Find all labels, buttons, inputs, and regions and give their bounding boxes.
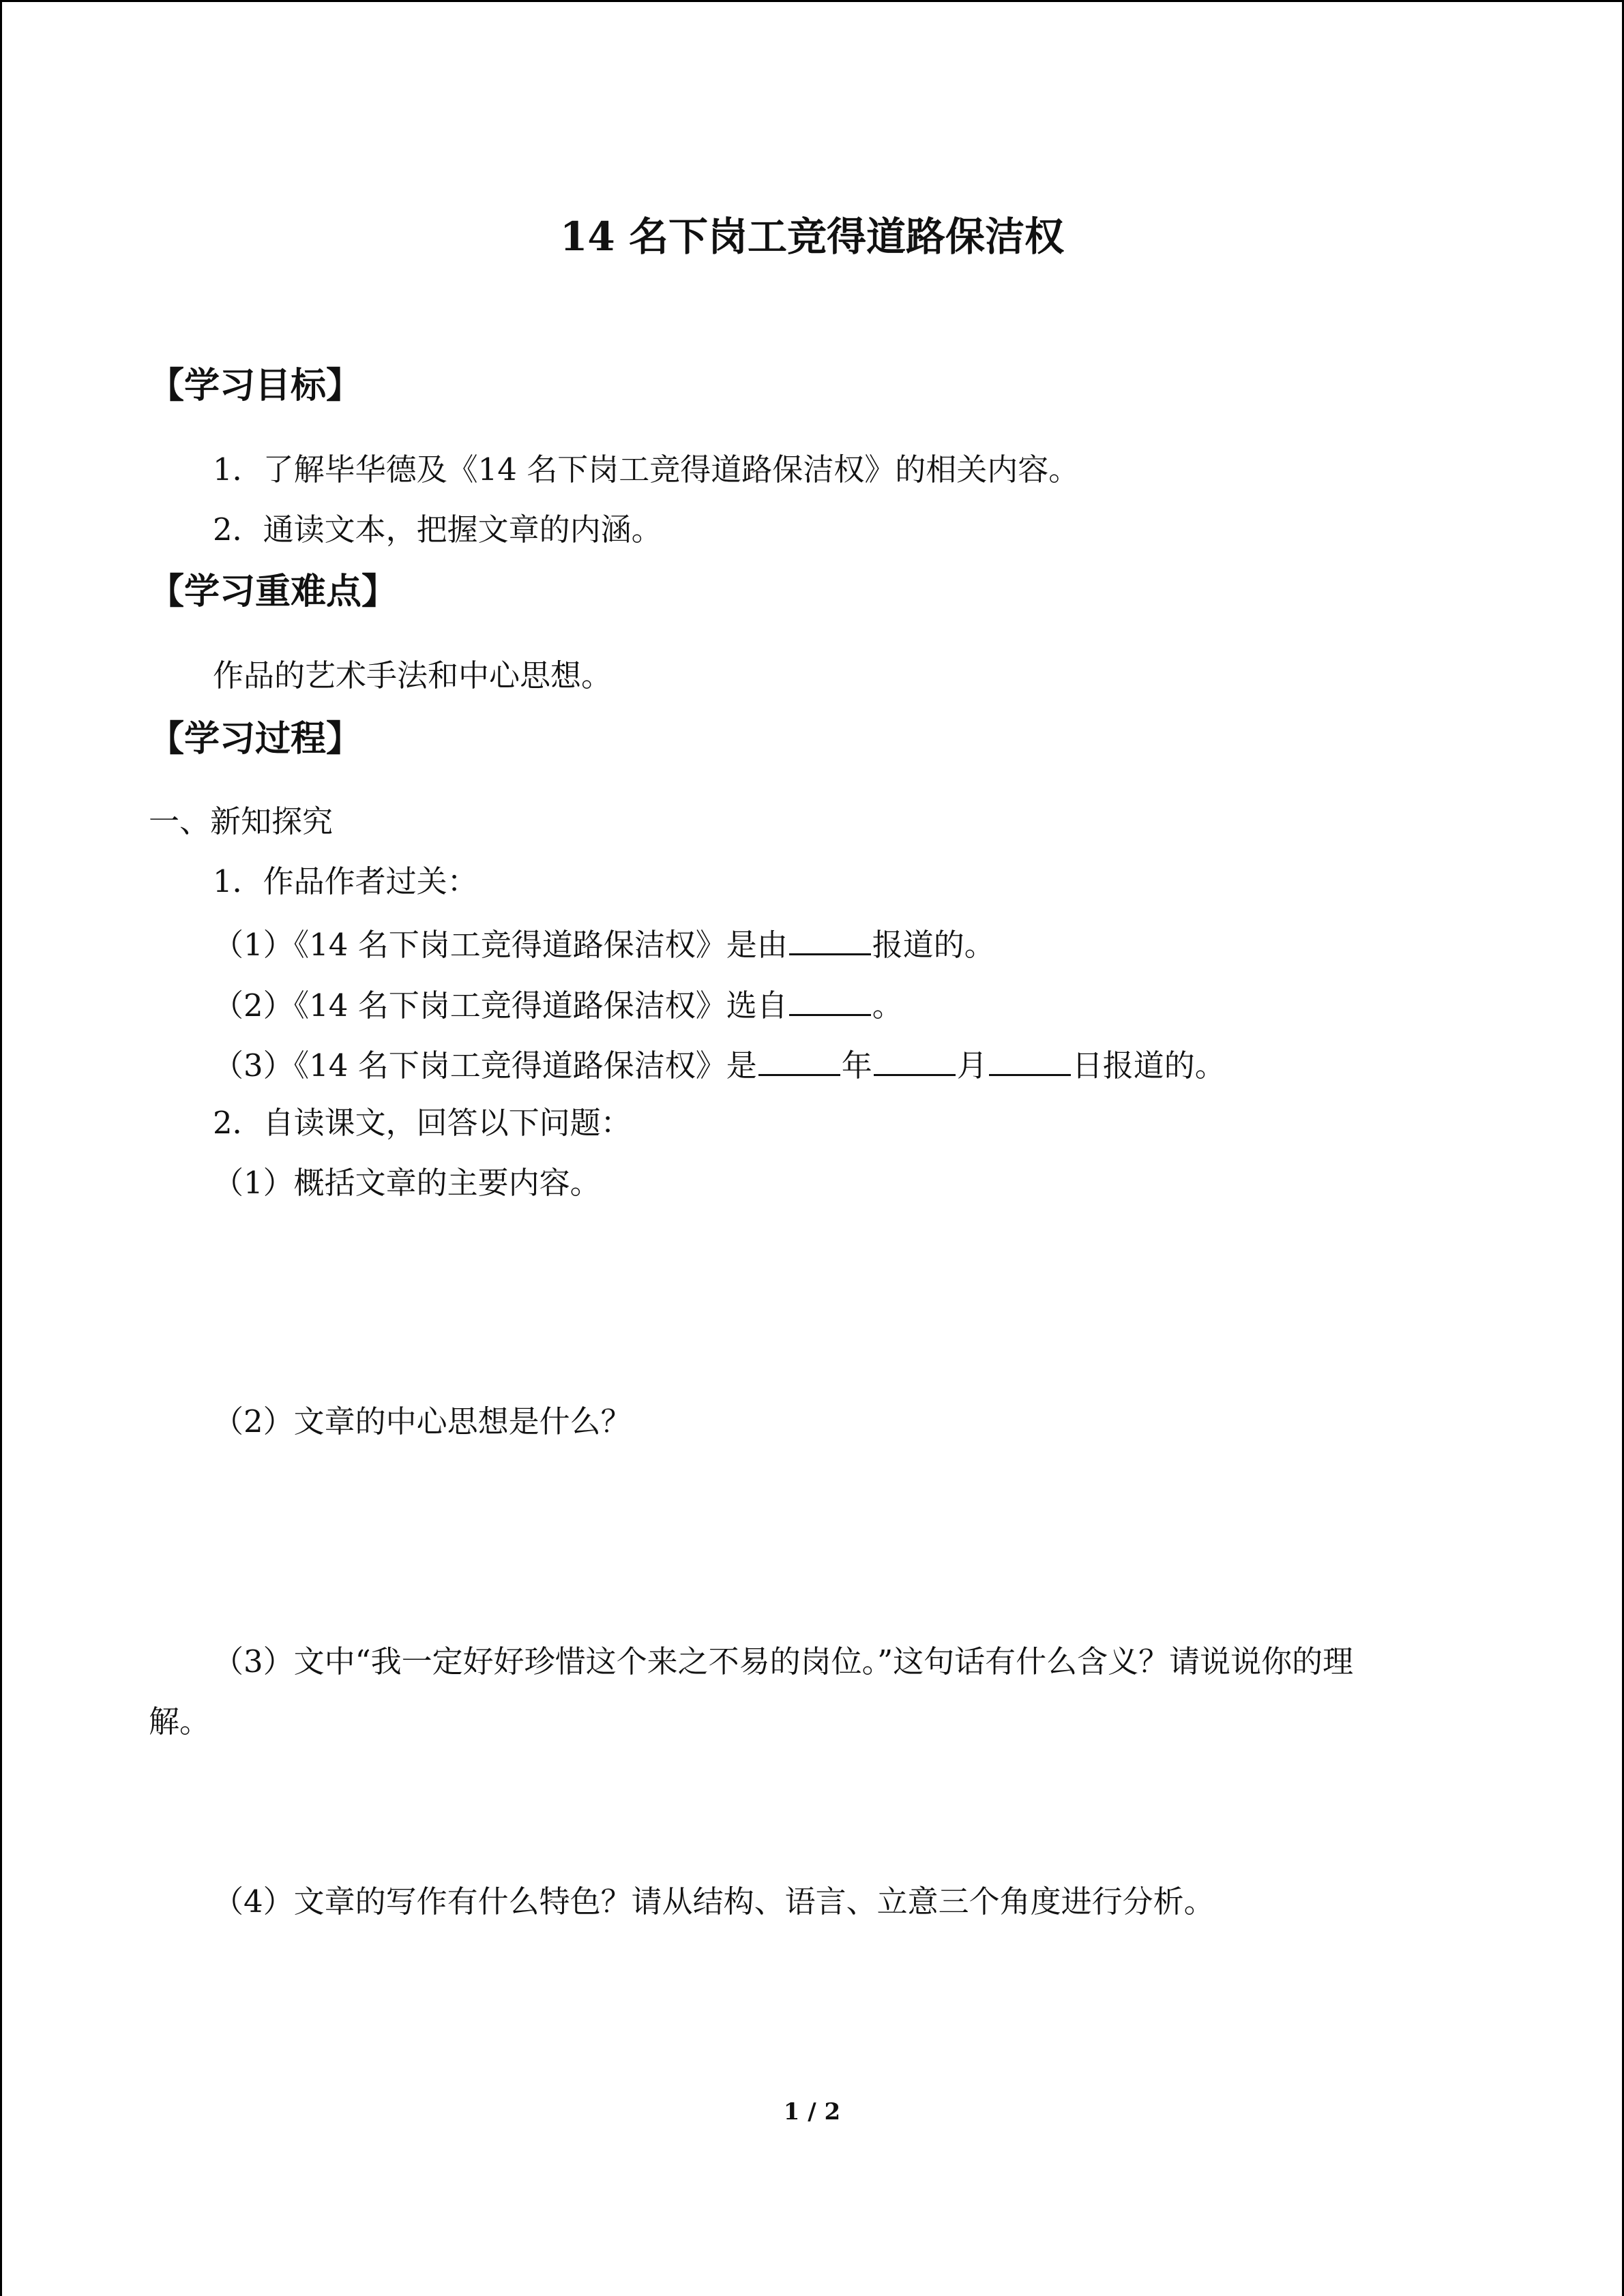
q1-sub1-blank[interactable]: [789, 926, 871, 955]
q2-sub4: （4）文章的写作有什么特色？请从结构、语言、立意三个角度进行分析。: [213, 1883, 1215, 1920]
q2-sub3-line1: （3）文中“我一定好好珍惜这个来之不易的岗位。”这句话有什么含义？请说说你的理: [213, 1643, 1354, 1680]
q1-sub3-year-blank[interactable]: [758, 1047, 840, 1076]
q2-sub3-line2: 解。: [149, 1703, 211, 1740]
goal-item-1: 1．了解毕华德及《14 名下岗工竞得道路保洁权》的相关内容。: [213, 451, 1080, 488]
q1-sub3-day: 日报道的。: [1072, 1047, 1226, 1084]
heading-key-points: 【学习重难点】: [149, 571, 398, 612]
page-number: 1 / 2: [783, 2098, 841, 2126]
part1-label: 一、新知探究: [149, 803, 334, 839]
q1-sub3: [213, 1047, 1226, 1084]
q1-sub2-before: （2）《14 名下岗工竞得道路保洁权》选自: [213, 987, 788, 1024]
q1-sub3-before: （3）《14 名下岗工竞得道路保洁权》是: [213, 1047, 757, 1084]
heading-learning-goals: 【学习目标】: [149, 366, 362, 406]
q1-sub2: [213, 987, 903, 1024]
q1-sub1-before: （1）《14 名下岗工竞得道路保洁权》是由: [213, 927, 788, 963]
q1-sub1-after: 报道的。: [872, 927, 995, 963]
q1-sub3-month: 月: [956, 1047, 988, 1084]
q1-label: 1．作品作者过关：: [213, 863, 478, 899]
q2-sub1: （1）概括文章的主要内容。: [213, 1165, 601, 1201]
q2-sub2: （2）文章的中心思想是什么？: [213, 1403, 632, 1440]
heading-learning-process: 【学习过程】: [149, 719, 362, 760]
document-title: 14 名下岗工竞得道路保洁权: [560, 213, 1064, 260]
q1-sub3-month-blank[interactable]: [874, 1047, 956, 1076]
page-border-left: [0, 0, 2, 2296]
q2-label: 2．自读课文，回答以下问题：: [213, 1105, 632, 1141]
page-border-top: [0, 0, 1624, 2]
q1-sub3-year: 年: [841, 1047, 872, 1084]
q1-sub2-blank[interactable]: [789, 987, 871, 1016]
key-points-text: 作品的艺术手法和中心思想。: [213, 657, 612, 694]
q1-sub1: [213, 926, 995, 963]
q1-sub3-day-blank[interactable]: [989, 1047, 1071, 1076]
goal-item-2: 2．通读文本，把握文章的内涵。: [213, 511, 662, 548]
q1-sub2-after: 。: [872, 987, 903, 1024]
